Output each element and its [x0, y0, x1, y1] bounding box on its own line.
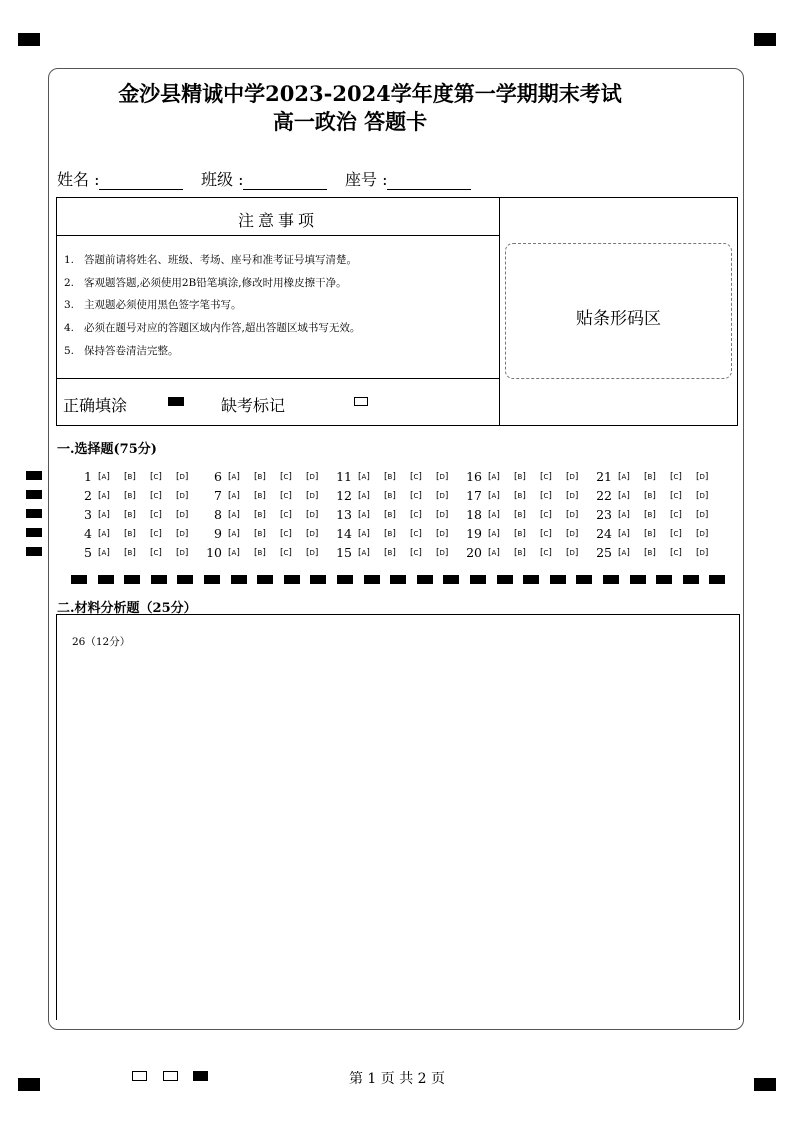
option-bubble-a[interactable]: [ A ]: [488, 472, 500, 482]
option-bubble-c[interactable]: [ C ]: [280, 510, 292, 520]
option-bubble-d[interactable]: [ D ]: [566, 472, 578, 482]
question-number: 9: [214, 526, 222, 541]
option-bubble-a[interactable]: [ A ]: [228, 548, 240, 558]
name-line[interactable]: [99, 171, 183, 190]
question-row-19: [462, 526, 592, 542]
question-row-18: [462, 507, 592, 523]
option-bubble-d[interactable]: [ D ]: [696, 491, 708, 501]
option-bubble-c[interactable]: [ C ]: [670, 548, 682, 558]
column-timing-mark: [124, 575, 140, 584]
notice-item-text: 保持答卷清洁完整。: [84, 344, 179, 357]
option-bubble-c[interactable]: [ C ]: [410, 472, 422, 482]
option-bubble-b[interactable]: [ B ]: [514, 510, 526, 520]
option-bubble-a[interactable]: [ A ]: [358, 510, 370, 520]
question-row-16: [462, 469, 592, 485]
option-bubble-c[interactable]: [ C ]: [410, 529, 422, 539]
option-bubble-d[interactable]: [ D ]: [436, 472, 448, 482]
option-bubble-a[interactable]: [ A ]: [618, 529, 630, 539]
question-row-21: [592, 469, 722, 485]
notice-item-number: 3.: [64, 299, 75, 312]
question-number: 4: [84, 526, 92, 541]
option-bubble-b[interactable]: [ B ]: [254, 548, 266, 558]
question-number: 12: [336, 488, 352, 503]
question-number: 10: [206, 545, 222, 560]
column-timing-mark: [470, 575, 486, 584]
option-bubble-b[interactable]: [ B ]: [644, 472, 656, 482]
question-number: 5: [84, 545, 92, 560]
correct-fill-label: 正确填涂: [63, 396, 128, 415]
notice-item: [64, 320, 360, 343]
seat-line[interactable]: [387, 171, 471, 190]
option-bubble-c[interactable]: [ C ]: [670, 529, 682, 539]
question-row-13: [332, 507, 462, 523]
seat-field[interactable]: [345, 167, 471, 190]
row-timing-mark: [26, 547, 42, 556]
question-row-12: [332, 488, 462, 504]
option-bubble-c[interactable]: [ C ]: [540, 472, 552, 482]
option-bubble-a[interactable]: [ A ]: [488, 510, 500, 520]
row-timing-mark: [26, 528, 42, 537]
question-number: 23: [596, 507, 612, 522]
notice-item: [64, 275, 360, 298]
correct-fill-example: [168, 397, 184, 406]
option-bubble-b[interactable]: [ B ]: [644, 529, 656, 539]
notice-title: 注意事项: [237, 211, 318, 230]
column-timing-mark: [364, 575, 380, 584]
column-timing-mark: [443, 575, 459, 584]
question-number: 17: [466, 488, 482, 503]
option-bubble-a[interactable]: [ A ]: [98, 491, 110, 501]
option-bubble-a[interactable]: [ A ]: [358, 529, 370, 539]
question-row-6: [202, 469, 332, 485]
option-bubble-a[interactable]: [ A ]: [358, 491, 370, 501]
option-bubble-b[interactable]: [ B ]: [254, 491, 266, 501]
option-bubble-a[interactable]: [ A ]: [228, 529, 240, 539]
column-timing-mark: [709, 575, 725, 584]
notice-item-number: 1.: [64, 254, 75, 266]
option-bubble-d[interactable]: [ D ]: [176, 472, 188, 482]
option-bubble-a[interactable]: [ A ]: [488, 548, 500, 558]
corner-mark-top-right: [754, 33, 776, 46]
absent-mark-label: 缺考标记: [221, 396, 286, 415]
option-bubble-a[interactable]: [ A ]: [98, 510, 110, 520]
option-bubble-d[interactable]: [ D ]: [566, 510, 578, 520]
column-timing-mark: [417, 575, 433, 584]
column-timing-mark: [151, 575, 167, 584]
option-bubble-b[interactable]: [ B ]: [124, 529, 136, 539]
option-bubble-b[interactable]: [ B ]: [384, 548, 396, 558]
column-timing-mark: [390, 575, 406, 584]
column-timing-mark: [683, 575, 699, 584]
question-number: 8: [214, 507, 222, 522]
option-bubble-a[interactable]: [ A ]: [618, 472, 630, 482]
option-bubble-d[interactable]: [ D ]: [176, 548, 188, 558]
notice-item-text: 客观题答题,必须使用2B铅笔填涂,修改时用橡皮擦干净。: [84, 276, 347, 289]
corner-mark-top-left: [18, 33, 40, 46]
option-bubble-c[interactable]: [ C ]: [540, 548, 552, 558]
option-bubble-c[interactable]: [ C ]: [670, 472, 682, 482]
question-row-8: [202, 507, 332, 523]
column-timing-mark: [231, 575, 247, 584]
column-timing-mark: [576, 575, 592, 584]
option-bubble-d[interactable]: [ D ]: [436, 529, 448, 539]
notice-list: [64, 252, 360, 365]
column-timing-mark: [310, 575, 326, 584]
section1-title: 一.选择题(75分): [57, 442, 157, 457]
option-bubble-b[interactable]: [ B ]: [254, 510, 266, 520]
option-bubble-a[interactable]: [ A ]: [618, 491, 630, 501]
option-bubble-c[interactable]: [ C ]: [280, 548, 292, 558]
option-bubble-b[interactable]: [ B ]: [254, 472, 266, 482]
option-bubble-d[interactable]: [ D ]: [306, 472, 318, 482]
name-field[interactable]: [57, 167, 183, 190]
question-row-5: [72, 545, 202, 561]
option-bubble-a[interactable]: [ A ]: [228, 472, 240, 482]
question-number: 19: [466, 526, 482, 541]
option-bubble-a[interactable]: [ A ]: [358, 548, 370, 558]
option-bubble-a[interactable]: [ A ]: [98, 548, 110, 558]
option-bubble-c[interactable]: [ C ]: [150, 510, 162, 520]
option-bubble-d[interactable]: [ D ]: [306, 548, 318, 558]
question-number: 21: [596, 469, 612, 484]
question-row-1: [72, 469, 202, 485]
option-bubble-c[interactable]: [ C ]: [410, 548, 422, 558]
question-number: 20: [466, 545, 482, 560]
question-row-22: [592, 488, 722, 504]
option-bubble-a[interactable]: [ A ]: [98, 529, 110, 539]
option-bubble-d[interactable]: [ D ]: [566, 491, 578, 501]
name-label: 姓名 :: [57, 170, 100, 189]
column-timing-mark: [656, 575, 672, 584]
exam-title: 金沙县精诚中学2023-2024学年度第一学期期末考试: [118, 81, 622, 106]
question-row-9: [202, 526, 332, 542]
option-bubble-c[interactable]: [ C ]: [410, 491, 422, 501]
seat-label: 座号 :: [345, 170, 388, 189]
section2-title: 二.材料分析题（25分）: [57, 601, 197, 616]
question-number: 7: [214, 488, 222, 503]
option-bubble-c[interactable]: [ C ]: [540, 510, 552, 520]
question-26-label: 26（12分）: [72, 636, 131, 648]
notice-divider-vertical: [499, 197, 500, 426]
row-timing-mark: [26, 509, 42, 518]
option-bubble-d[interactable]: [ D ]: [566, 529, 578, 539]
option-bubble-b[interactable]: [ B ]: [514, 491, 526, 501]
column-timing-mark: [204, 575, 220, 584]
question-row-25: [592, 545, 722, 561]
option-bubble-d[interactable]: [ D ]: [176, 510, 188, 520]
notice-item: [64, 252, 360, 275]
question-number: 11: [336, 469, 352, 484]
option-bubble-b[interactable]: [ B ]: [514, 529, 526, 539]
column-timing-mark: [98, 575, 114, 584]
notice-item-text: 必须在题号对应的答题区域内作答,超出答题区域书写无效。: [84, 322, 361, 335]
class-field[interactable]: [201, 167, 327, 190]
notice-item-text: 主观题必须使用黑色签字笔书写。: [84, 299, 242, 312]
option-bubble-a[interactable]: [ A ]: [618, 548, 630, 558]
option-bubble-b[interactable]: [ B ]: [644, 491, 656, 501]
absent-mark-box[interactable]: [354, 397, 368, 406]
option-bubble-c[interactable]: [ C ]: [670, 510, 682, 520]
option-bubble-d[interactable]: [ D ]: [436, 491, 448, 501]
column-timing-mark: [177, 575, 193, 584]
row-timing-mark: [26, 490, 42, 499]
column-timing-mark: [284, 575, 300, 584]
question-number: 1: [84, 469, 92, 484]
option-bubble-c[interactable]: [ C ]: [280, 472, 292, 482]
option-bubble-d[interactable]: [ D ]: [306, 491, 318, 501]
option-bubble-c[interactable]: [ C ]: [150, 472, 162, 482]
notice-item: [64, 297, 360, 320]
option-bubble-a[interactable]: [ A ]: [488, 529, 500, 539]
option-bubble-d[interactable]: [ D ]: [436, 510, 448, 520]
option-bubble-a[interactable]: [ A ]: [358, 472, 370, 482]
column-timing-mark: [257, 575, 273, 584]
question-number: 14: [336, 526, 352, 541]
option-bubble-c[interactable]: [ C ]: [150, 491, 162, 501]
column-timing-mark: [497, 575, 513, 584]
question-number: 18: [466, 507, 482, 522]
question-number: 6: [214, 469, 222, 484]
option-bubble-d[interactable]: [ D ]: [566, 548, 578, 558]
option-bubble-d[interactable]: [ D ]: [696, 548, 708, 558]
option-bubble-b[interactable]: [ B ]: [124, 472, 136, 482]
option-bubble-c[interactable]: [ C ]: [280, 529, 292, 539]
question-row-4: [72, 526, 202, 542]
option-bubble-b[interactable]: [ B ]: [514, 472, 526, 482]
option-bubble-b[interactable]: [ B ]: [384, 491, 396, 501]
option-bubble-d[interactable]: [ D ]: [436, 548, 448, 558]
question-number: 25: [596, 545, 612, 560]
exam-subtitle: 高一政治 答题卡: [272, 109, 428, 134]
answer-box-26[interactable]: [56, 614, 740, 1020]
notice-divider-top: [56, 235, 500, 236]
column-timing-mark: [71, 575, 87, 584]
option-bubble-b[interactable]: [ B ]: [254, 529, 266, 539]
column-timing-mark: [523, 575, 539, 584]
question-row-23: [592, 507, 722, 523]
notice-item: [64, 343, 360, 366]
option-bubble-a[interactable]: [ A ]: [228, 510, 240, 520]
class-label: 班级 :: [201, 170, 244, 189]
question-row-7: [202, 488, 332, 504]
option-bubble-d[interactable]: [ D ]: [306, 510, 318, 520]
option-bubble-b[interactable]: [ B ]: [644, 510, 656, 520]
question-row-2: [72, 488, 202, 504]
question-row-15: [332, 545, 462, 561]
question-row-24: [592, 526, 722, 542]
option-bubble-c[interactable]: [ C ]: [540, 491, 552, 501]
column-timing-mark: [630, 575, 646, 584]
page-number: 第 1 页 共 2 页: [348, 1071, 446, 1087]
notice-item-text: 答题前请将姓名、班级、考场、座号和准考证号填写清楚。: [84, 254, 357, 266]
question-number: 13: [336, 507, 352, 522]
option-bubble-c[interactable]: [ C ]: [280, 491, 292, 501]
option-bubble-b[interactable]: [ B ]: [124, 491, 136, 501]
option-bubble-d[interactable]: [ D ]: [176, 491, 188, 501]
row-timing-mark: [26, 471, 42, 480]
option-bubble-d[interactable]: [ D ]: [306, 529, 318, 539]
option-bubble-b[interactable]: [ B ]: [384, 510, 396, 520]
option-bubble-a[interactable]: [ A ]: [98, 472, 110, 482]
question-row-11: [332, 469, 462, 485]
column-timing-mark: [337, 575, 353, 584]
question-number: 24: [596, 526, 612, 541]
option-bubble-b[interactable]: [ B ]: [384, 529, 396, 539]
question-row-10: [202, 545, 332, 561]
notice-item-number: 4.: [64, 322, 75, 335]
option-bubble-c[interactable]: [ C ]: [540, 529, 552, 539]
option-bubble-d[interactable]: [ D ]: [696, 529, 708, 539]
question-number: 3: [84, 507, 92, 522]
question-row-3: [72, 507, 202, 523]
question-row-20: [462, 545, 592, 561]
class-line[interactable]: [243, 171, 327, 190]
option-bubble-a[interactable]: [ A ]: [228, 491, 240, 501]
option-bubble-b[interactable]: [ B ]: [124, 510, 136, 520]
option-bubble-b[interactable]: [ B ]: [644, 548, 656, 558]
notice-item-number: 2.: [64, 276, 75, 289]
question-number: 15: [336, 545, 352, 560]
option-bubble-d[interactable]: [ D ]: [696, 510, 708, 520]
notice-item-number: 5.: [64, 344, 75, 357]
option-bubble-c[interactable]: [ C ]: [150, 529, 162, 539]
barcode-label: 贴条形码区: [576, 309, 661, 329]
question-number: 2: [84, 488, 92, 503]
notice-divider-bottom: [56, 378, 500, 379]
question-row-14: [332, 526, 462, 542]
option-bubble-c[interactable]: [ C ]: [410, 510, 422, 520]
option-bubble-b[interactable]: [ B ]: [124, 548, 136, 558]
option-bubble-b[interactable]: [ B ]: [514, 548, 526, 558]
option-bubble-c[interactable]: [ C ]: [150, 548, 162, 558]
column-timing-mark: [603, 575, 619, 584]
question-number: 16: [466, 469, 482, 484]
option-bubble-c[interactable]: [ C ]: [670, 491, 682, 501]
option-bubble-a[interactable]: [ A ]: [618, 510, 630, 520]
question-number: 22: [596, 488, 612, 503]
question-row-17: [462, 488, 592, 504]
column-timing-mark: [550, 575, 566, 584]
option-bubble-d[interactable]: [ D ]: [696, 472, 708, 482]
option-bubble-d[interactable]: [ D ]: [176, 529, 188, 539]
option-bubble-a[interactable]: [ A ]: [488, 491, 500, 501]
option-bubble-b[interactable]: [ B ]: [384, 472, 396, 482]
